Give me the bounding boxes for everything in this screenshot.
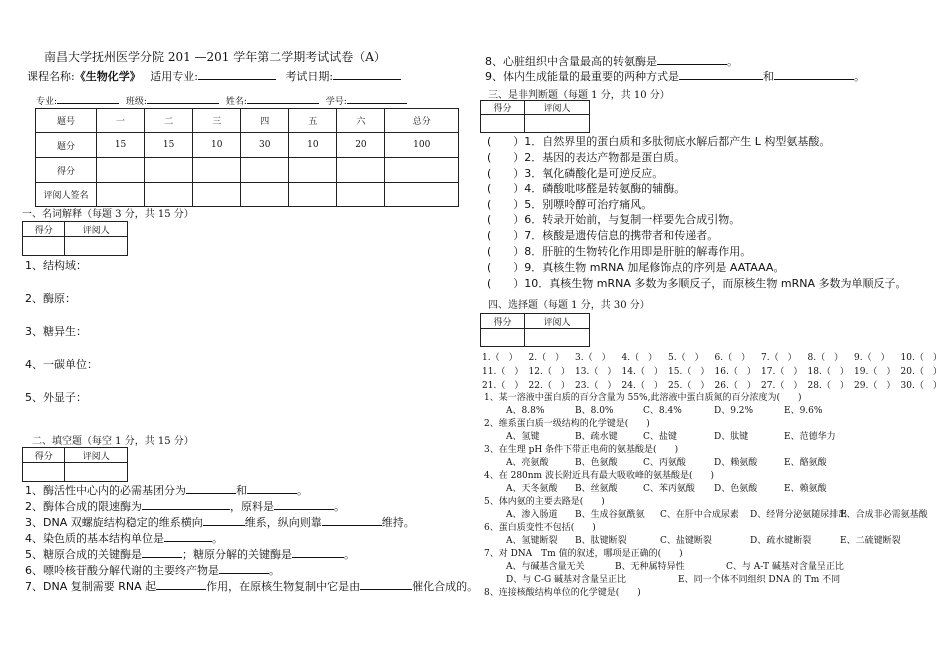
fill-text: 8、心脏组织中含量最高的转氨酶是 [485, 55, 657, 68]
answer-slot[interactable]: 3.（ ） [575, 353, 611, 363]
answer-slot[interactable]: 1.（ ） [482, 353, 518, 363]
score-table-header-row [36, 109, 459, 133]
choice-option[interactable]: A、天冬氨酸 [506, 484, 558, 494]
fill-blank[interactable] [156, 578, 206, 590]
judge-item: ( ）9．真核生物 mRNA 加尾修饰点的序列是 AATAAA。 [487, 261, 785, 274]
grader-row [36, 183, 459, 207]
section2-grading-box [22, 447, 128, 482]
major-blank[interactable] [198, 68, 276, 80]
table-header-cell: 总分 [385, 109, 459, 133]
answer-slot[interactable]: 18.（ ） [807, 367, 849, 377]
points-cell: 15 [145, 133, 193, 158]
answer-slot[interactable]: 23.（ ） [575, 381, 617, 391]
question-stem: 4、在 280nm 波长附近具有最大吸收峰的氨基酸是( ) [484, 471, 714, 481]
fill-item [485, 68, 865, 84]
grading-grader-cell[interactable] [525, 329, 590, 347]
fill-text: 1、酶活性中心内的必需基团分为 [25, 484, 186, 497]
judge-text: ）7．核酸是遗传信息的携带者和传递者。 [513, 229, 719, 242]
section3-title: 三、是非判断题（每题 1 分，共 10 分） [488, 90, 670, 101]
judge-text: ）4．磷酸吡哆醛是转氨酶的辅酶。 [513, 182, 686, 195]
choice-option[interactable]: C、盐键 [643, 432, 677, 442]
answer-slot[interactable]: 28.（ ） [807, 381, 849, 391]
fill-text: 和 [236, 484, 247, 497]
term-item: 5、外显子： [25, 391, 87, 404]
choice-option[interactable]: C、盐键断裂 [660, 536, 712, 546]
grader-cell[interactable] [97, 183, 145, 207]
judge-item: ( ）1．自然界里的蛋白质和多肽彻底水解后都产生 L 构型氨基酸。 [487, 135, 831, 148]
choice-option[interactable]: B、无种属特异性 [615, 562, 685, 572]
choice-option[interactable]: C、在肝中合成尿素 [660, 510, 739, 520]
judge-item: ( ）10．真核生物 mRNA 多数为多顺反子，而原核生物 mRNA 多数为单顺反子。 [487, 277, 907, 290]
grading-score-cell[interactable] [481, 115, 525, 133]
score-cell[interactable] [145, 158, 193, 183]
fill-text: 7、DNA 复制需要 RNA 起 [25, 580, 157, 593]
choice-option[interactable]: D、赖氨酸 [714, 458, 758, 468]
fill-text: 4、染色质的基本结构单位是 [25, 532, 164, 545]
choice-option[interactable]: E、范德华力 [784, 432, 836, 442]
fill-blank[interactable] [360, 578, 412, 590]
term-item: 4、一碳单位： [25, 358, 98, 371]
choice-option[interactable]: B、色氨酸 [575, 458, 618, 468]
grading-score-cell[interactable] [23, 237, 65, 256]
student-name-blank[interactable] [247, 92, 319, 104]
fill-blank[interactable] [322, 514, 382, 526]
table-header-cell: 六 [337, 109, 385, 133]
answer-slot[interactable]: 15.（ ） [668, 367, 710, 377]
score-label: 得分 [36, 158, 97, 183]
fill-blank[interactable] [203, 514, 245, 526]
fill-text: 维持。 [381, 516, 415, 529]
choice-option[interactable]: D、9.2% [714, 406, 754, 416]
answer-slot[interactable]: 8.（ ） [807, 353, 844, 363]
points-cell: 10 [289, 133, 337, 158]
choice-option[interactable]: C、丙氨酸 [643, 458, 686, 468]
answer-slot[interactable]: 22.（ ） [528, 381, 570, 391]
grading-score-label: 得分 [481, 314, 525, 329]
judge-text: ）6．转录开始前，与复制一样要先合成引物。 [513, 213, 741, 226]
judge-item: ( ）2．基因的表达产物都是蛋白质。 [487, 151, 686, 164]
grading-score-label: 得分 [23, 448, 65, 463]
fill-text: 3、DNA 双螺旋结构稳定的维系横向 [25, 516, 203, 529]
answer-slot[interactable]: 17.（ ） [761, 367, 803, 377]
choice-option[interactable]: D、疏水键断裂 [750, 536, 812, 546]
judge-item: ( ）4．磷酸吡哆醛是转氨酶的辅酶。 [487, 182, 686, 195]
question-stem: 2、维系蛋白质一级结构的化学键是( ) [484, 419, 650, 429]
term-item: 1、结构域： [25, 259, 87, 272]
choice-option[interactable]: B、生成谷氨酰氨 [575, 510, 645, 520]
choice-option[interactable]: E、同一个体不同组织 DNA 的 Tm 不同 [678, 575, 841, 585]
choice-option[interactable]: E、赖氨酸 [784, 484, 827, 494]
fill-text: 。 [334, 500, 345, 513]
choice-option[interactable]: E、二硫键断裂 [840, 536, 901, 546]
choice-option[interactable]: B、肽键断裂 [575, 536, 627, 546]
student-info-line [36, 92, 407, 107]
fill-blank[interactable] [142, 546, 182, 558]
answer-slot[interactable]: 21.（ ） [482, 381, 524, 391]
fill-item [25, 562, 280, 578]
exam-title: 南昌大学抚州医学分院 201 —201 学年第二学期考试试卷（A） [44, 50, 386, 64]
answer-slot[interactable]: 24.（ ） [621, 381, 663, 391]
points-cell: 15 [97, 133, 145, 158]
question-stem: 1、某一溶液中蛋白质的百分含量为 55%,此溶液中蛋白质氮的百分浓度为( ) [484, 393, 802, 403]
answer-slot[interactable]: 20.（ ） [900, 367, 942, 377]
fill-item [25, 482, 308, 498]
grader-cell[interactable] [385, 183, 459, 207]
fill-item [25, 546, 355, 562]
answer-slot[interactable]: 13.（ ） [575, 367, 617, 377]
fill-text: ；糖原分解的关键酶是 [182, 548, 292, 561]
fill-text: 和 [763, 70, 774, 83]
fill-blank[interactable] [164, 530, 212, 542]
judge-item: ( ）5．别嘌呤醇可治疗痛风。 [487, 198, 653, 211]
score-row [36, 158, 459, 183]
table-header-cell: 二 [145, 109, 193, 133]
student-class-blank[interactable] [147, 92, 219, 104]
grader-cell[interactable] [289, 183, 337, 207]
section1-grading-box [22, 221, 128, 256]
fill-item [485, 53, 738, 69]
student-class-label: 班级: [125, 97, 147, 107]
answer-slot[interactable]: 16.（ ） [714, 367, 756, 377]
judge-text: ）2．基因的表达产物都是蛋白质。 [513, 151, 686, 164]
points-cell: 30 [241, 133, 289, 158]
choice-option[interactable]: C、苯丙氨酸 [643, 484, 695, 494]
fill-item [25, 578, 478, 594]
score-cell[interactable] [289, 158, 337, 183]
fill-text: 。 [269, 564, 280, 577]
judge-text: ）1．自然界里的蛋白质和多肽彻底水解后都产生 L 构型氨基酸。 [513, 135, 831, 148]
answer-slot[interactable]: 29.（ ） [854, 381, 896, 391]
course-line [27, 68, 401, 84]
points-cell: 20 [337, 133, 385, 158]
answer-slot[interactable]: 2.（ ） [528, 353, 565, 363]
exam-date-label: 考试日期: [285, 70, 334, 83]
grader-label: 评阅人签名 [36, 183, 97, 207]
course-name: 《生物化学》 [74, 70, 141, 83]
answer-slot[interactable]: 9.（ ） [854, 353, 890, 363]
points-cell: 100 [385, 133, 459, 158]
section1-title: 一、名词解释（每题 3 分，共 15 分） [22, 209, 194, 220]
answer-slot[interactable]: 6.（ ） [714, 353, 751, 363]
fill-text: 催化合成的。 [412, 580, 479, 593]
answer-slot[interactable]: 5.（ ） [668, 353, 704, 363]
judge-item: ( ）8．肝脏的生物转化作用即是肝脏的解毒作用。 [487, 245, 752, 258]
points-cell: 10 [193, 133, 241, 158]
score-table [35, 108, 459, 207]
choice-option[interactable]: B、丝氨酸 [575, 484, 618, 494]
judge-text: ）9．真核生物 mRNA 加尾修饰点的序列是 AATAAA。 [513, 261, 785, 274]
fill-blank[interactable] [219, 562, 269, 574]
fill-item [25, 498, 345, 514]
question-stem: 8、连接核酸结构单位的化学键是( ) [484, 588, 641, 598]
choice-option[interactable]: C、与 A-T 碱基对含量呈正比 [726, 562, 844, 572]
grading-grader-label: 评阅人 [65, 222, 128, 237]
choice-option[interactable]: D、肽键 [714, 432, 749, 442]
fill-text: 。 [344, 548, 355, 561]
section4-grading-box [480, 313, 590, 347]
fill-text: 。 [297, 484, 308, 497]
exam-date-blank[interactable] [333, 68, 401, 80]
table-header-cell: 一 [97, 109, 145, 133]
question-stem: 3、在生理 pH 条件下带正电荷的氨基酸是( ) [484, 445, 679, 455]
grading-score-cell[interactable] [481, 329, 525, 347]
answer-slot[interactable]: 12.（ ） [528, 367, 570, 377]
grading-grader-label: 评阅人 [525, 101, 590, 115]
student-major-blank[interactable] [57, 92, 119, 104]
answer-slot[interactable]: 19.（ ） [854, 367, 896, 377]
fill-text: 。 [727, 55, 738, 68]
grading-score-label: 得分 [481, 101, 525, 115]
grading-score-label: 得分 [23, 222, 65, 237]
answer-slot[interactable]: 27.（ ） [761, 381, 803, 391]
points-label: 题分 [36, 133, 97, 158]
fill-text: 5、糖原合成的关键酶是 [25, 548, 142, 561]
choice-option[interactable]: A、氢键断裂 [506, 536, 558, 546]
choice-option[interactable]: A、渗入肠道 [506, 510, 558, 520]
grader-cell[interactable] [241, 183, 289, 207]
answer-slot[interactable]: 11.（ ） [482, 367, 524, 377]
fill-blank[interactable] [292, 546, 344, 558]
judge-item: ( ）7．核酸是遗传信息的携带者和传递者。 [487, 229, 719, 242]
fill-text: 维系，纵向则靠 [244, 516, 322, 529]
answer-slot[interactable]: 25.（ ） [668, 381, 710, 391]
score-cell[interactable] [193, 158, 241, 183]
fill-blank[interactable] [774, 68, 854, 80]
judge-text: ）5．别嘌呤醇可治疗痛风。 [513, 198, 653, 211]
choice-option[interactable]: A、8.8% [506, 406, 545, 416]
question-stem: 6、蛋白质变性不包括( ) [484, 523, 596, 533]
section2-title: 二、填空题（每空 1 分，共 15 分） [32, 436, 194, 447]
fill-text: 2、酶体合成的限速酶为 [25, 500, 142, 513]
answer-slot[interactable]: 7.（ ） [761, 353, 797, 363]
answer-slot[interactable]: 30.（ ） [900, 381, 942, 391]
grader-cell[interactable] [145, 183, 193, 207]
student-id-blank[interactable] [347, 92, 407, 104]
grader-cell[interactable] [193, 183, 241, 207]
grading-grader-cell[interactable] [525, 115, 590, 133]
score-cell[interactable] [385, 158, 459, 183]
fill-text: 作用，在原核生物复制中它是由 [206, 580, 361, 593]
term-item: 3、糖异生： [25, 325, 87, 338]
fill-text: 。 [212, 532, 223, 545]
choice-option[interactable]: A、与碱基含量无关 [506, 562, 585, 572]
grading-grader-cell[interactable] [65, 237, 128, 256]
fill-text: 6、嘌呤核苷酸分解代谢的主要终产物是 [25, 564, 219, 577]
choice-option[interactable]: B、疏水键 [575, 432, 618, 442]
table-header-cell: 题号 [36, 109, 97, 133]
answer-slot[interactable]: 10.（ ） [900, 353, 942, 363]
judge-item: ( ）3．氧化磷酸化是可逆反应。 [487, 167, 664, 180]
grading-score-cell[interactable] [23, 463, 65, 482]
term-item: 2、酶原： [25, 292, 76, 305]
judge-text: ）3．氧化磷酸化是可逆反应。 [513, 167, 664, 180]
section3-grading-box [480, 100, 590, 133]
student-major-label: 专业: [36, 97, 58, 107]
answer-slot[interactable]: 4.（ ） [621, 353, 658, 363]
fill-blank[interactable] [679, 68, 763, 80]
choice-option[interactable]: C、8.4% [643, 406, 682, 416]
table-header-cell: 四 [241, 109, 289, 133]
grading-grader-cell[interactable] [65, 463, 128, 482]
answer-slot[interactable]: 26.（ ） [714, 381, 756, 391]
fill-blank[interactable] [247, 482, 297, 494]
choice-option[interactable]: E、酪氨酸 [784, 458, 827, 468]
choice-option[interactable]: B、8.0% [575, 406, 614, 416]
fill-blank[interactable] [186, 482, 236, 494]
fill-text: ，原料是 [230, 500, 274, 513]
choice-option[interactable]: D、色氨酸 [714, 484, 758, 494]
choice-option[interactable]: E、9.6% [784, 406, 823, 416]
judge-text: ）10．真核生物 mRNA 多数为多顺反子，而原核生物 mRNA 多数为单顺反子。 [513, 277, 907, 290]
fill-item [25, 530, 223, 546]
answer-slot[interactable]: 14.（ ） [621, 367, 663, 377]
choice-option[interactable]: D、经肾分泌氨随尿排出 [750, 510, 848, 520]
fill-item [25, 514, 415, 530]
choice-option[interactable]: E、合成非必需氨基酸 [840, 510, 928, 520]
score-cell[interactable] [97, 158, 145, 183]
fill-blank[interactable] [142, 498, 230, 510]
judge-text: ）8．肝脏的生物转化作用即是肝脏的解毒作用。 [513, 245, 752, 258]
choice-option[interactable]: A、氢键 [506, 432, 540, 442]
question-stem: 7、对 DNA Tm 值的叙述，哪项是正确的( ) [484, 549, 683, 559]
major-label: 适用专业: [150, 70, 198, 83]
grading-grader-label: 评阅人 [525, 314, 590, 329]
table-header-cell: 五 [289, 109, 337, 133]
fill-blank[interactable] [274, 498, 334, 510]
student-name-label: 姓名: [225, 97, 247, 107]
fill-blank[interactable] [657, 53, 727, 65]
fill-text: 9、体内生成能量的最重要的两种方式是 [485, 70, 679, 83]
section4-title: 四、选择题（每题 1 分，共 30 分） [488, 300, 650, 311]
judge-item: ( ）6．转录开始前，与复制一样要先合成引物。 [487, 213, 741, 226]
score-cell[interactable] [241, 158, 289, 183]
student-id-label: 学号: [325, 97, 347, 107]
question-stem: 5、体内氨的主要去路是( ) [484, 497, 605, 507]
fill-text: 。 [854, 70, 865, 83]
score-cell[interactable] [337, 158, 385, 183]
grading-grader-label: 评阅人 [65, 448, 128, 463]
table-header-cell: 三 [193, 109, 241, 133]
points-row [36, 133, 459, 158]
choice-option[interactable]: A、亮氨酸 [506, 458, 549, 468]
course-label: 课程名称: [27, 70, 75, 83]
grader-cell[interactable] [337, 183, 385, 207]
choice-option[interactable]: D、与 C-G 碱基对含量呈正比 [506, 575, 627, 585]
